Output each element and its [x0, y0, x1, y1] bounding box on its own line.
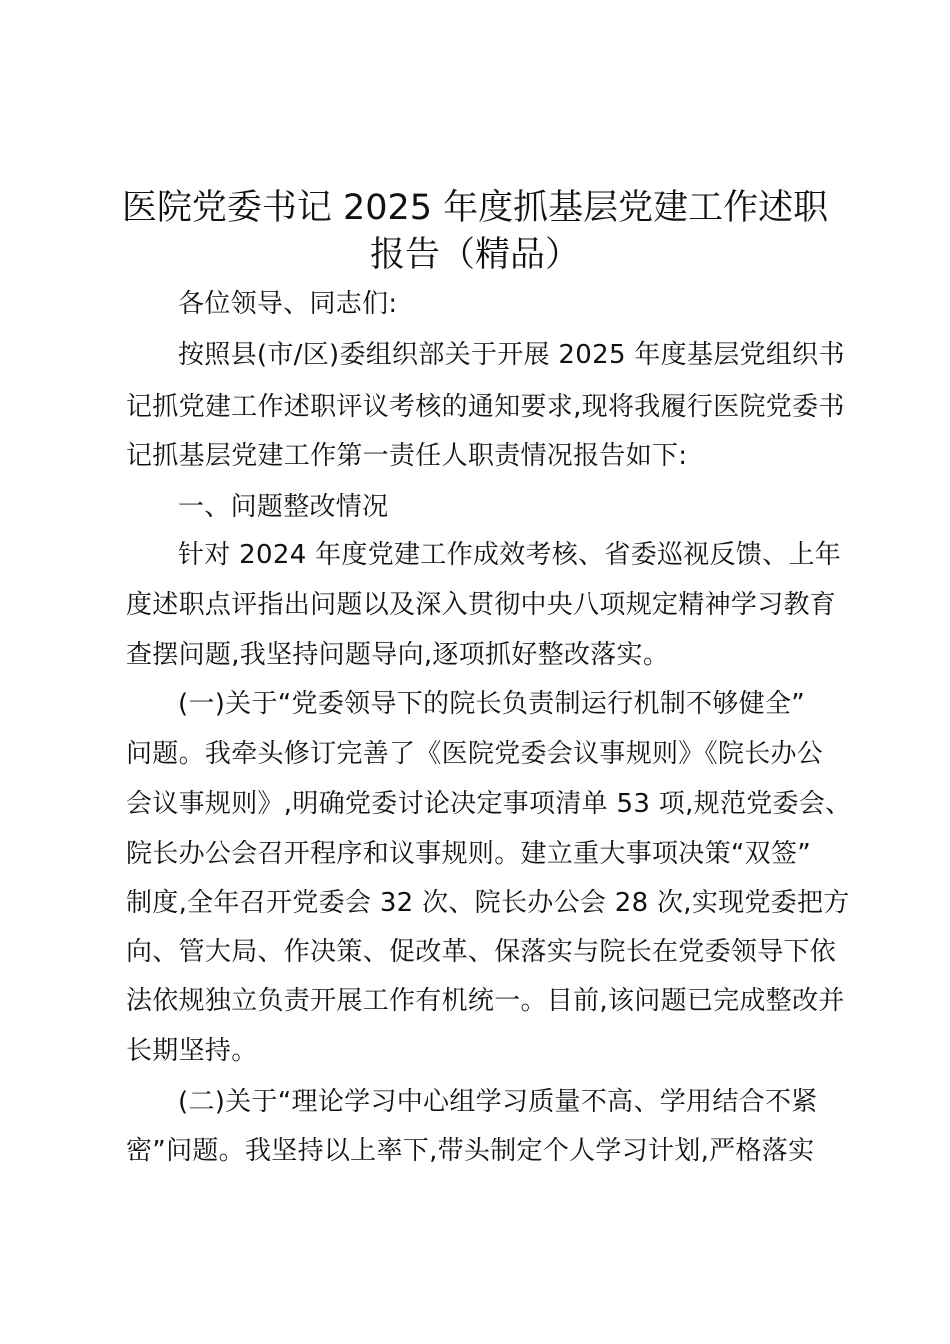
paragraph-line: 查摆问题,我坚持问题导向,逐项抓好整改落实。: [126, 640, 670, 670]
section-heading: 一、问题整改情况: [178, 492, 389, 522]
paragraph-line: 记抓基层党建工作第一责任人职责情况报告如下:: [126, 441, 688, 471]
paragraph-line: 密”问题。我坚持以上率下,带头制定个人学习计划,严格落实: [126, 1136, 815, 1166]
document-title-line-1: 医院党委书记 2025 年度抓基层党建工作述职: [121, 188, 829, 228]
paragraph-line: 针对 2024 年度党建工作成效考核、省委巡视反馈、上年: [178, 540, 842, 570]
paragraph-line: 法依规独立负责开展工作有机统一。目前,该问题已完成整改并: [126, 986, 845, 1016]
paragraph-line: (二)关于“理论学习中心组学习质量不高、学用结合不紧: [178, 1087, 818, 1117]
paragraph-line: 度述职点评指出问题以及深入贯彻中央八项规定精神学习教育: [126, 590, 837, 620]
paragraph-line: 制度,全年召开党委会 32 次、院长办公会 28 次,实现党委把方: [126, 888, 850, 918]
paragraph-line: 按照县(市/区)委组织部关于开展 2025 年度基层党组织书: [178, 340, 845, 370]
paragraph-line: 问题。我牵头修订完善了《医院党委会议事规则》《院长办公: [126, 739, 824, 769]
paragraph-line: 会议事规则》,明确党委讨论决定事项清单 53 项,规范党委会、: [126, 789, 852, 819]
salutation: 各位领导、同志们:: [178, 289, 398, 319]
paragraph-line: 向、管大局、作决策、促改革、保落实与院长在党委领导下依: [126, 937, 837, 967]
paragraph-line: 记抓党建工作述职评议考核的通知要求,现将我履行医院党委书: [126, 392, 845, 422]
paragraph-line: 长期坚持。: [126, 1036, 258, 1066]
document-title-line-2: 报告（精品）: [369, 235, 580, 275]
paragraph-line: 院长办公会召开程序和议事规则。建立重大事项决策“双签”: [126, 839, 812, 869]
paragraph-line: (一)关于“党委领导下的院长负责制运行机制不够健全”: [178, 689, 806, 719]
